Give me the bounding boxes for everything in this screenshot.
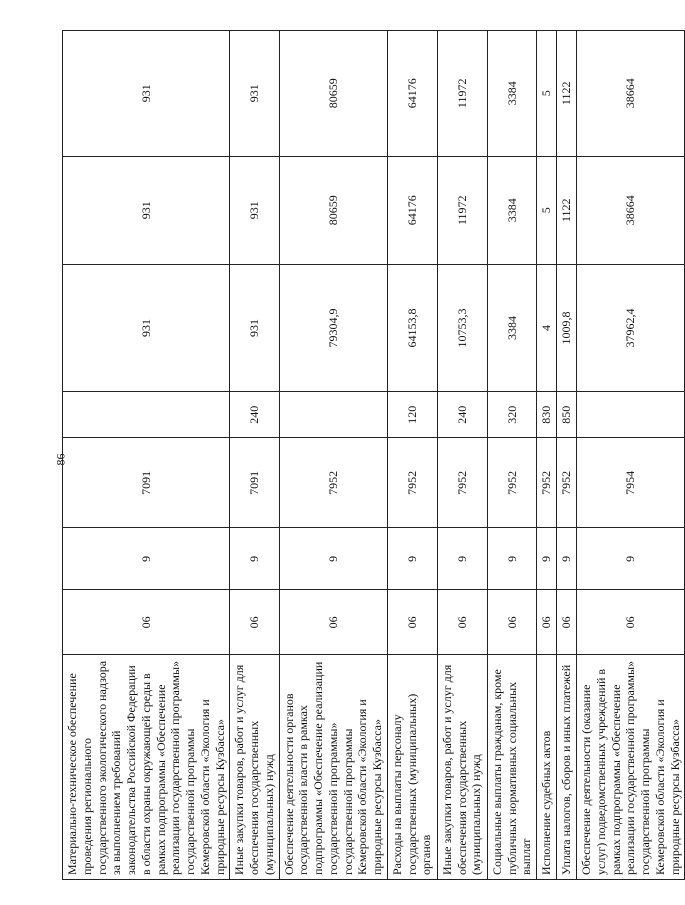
budget-table-container xyxy=(62,30,682,880)
amount-3: 3384 xyxy=(487,31,536,157)
target-article-code: 7952 xyxy=(487,438,536,528)
amount-2: 38664 xyxy=(577,156,685,264)
amount-1: 1009,8 xyxy=(557,264,577,391)
section-code: 06 xyxy=(537,590,557,655)
target-article-code: 7091 xyxy=(230,438,279,528)
row-description: Исполнение судебных актов xyxy=(537,655,557,880)
row-description: Уплата налогов, сборов и иных платежей xyxy=(557,655,577,880)
amount-2: 931 xyxy=(63,156,230,264)
section-code: 06 xyxy=(557,590,577,655)
table-row xyxy=(230,31,279,880)
table-row xyxy=(537,31,557,880)
expense-type-code xyxy=(63,392,230,438)
row-description: Расходы на выплаты персоналу государственных (муниципальных) органов xyxy=(387,655,437,880)
section-code: 06 xyxy=(487,590,536,655)
table-row xyxy=(279,31,387,880)
table-row xyxy=(387,31,437,880)
target-article-code: 7091 xyxy=(63,438,230,528)
row-description: Материально-техническое обеспечение проведения регионального государственного экологического надзора за выполнением требований законодательства Российской Федерации в области охраны окружающей среды в рамках подпрограммы «Обеспечение реализации государственной программы» государственной программы Кемеровской области «Экология и природные ресурсы Кузбасса» xyxy=(63,655,230,880)
budget-table xyxy=(62,30,685,880)
section-code: 06 xyxy=(63,590,230,655)
amount-3: 1122 xyxy=(557,31,577,157)
target-article-code: 7952 xyxy=(437,438,487,528)
section-code: 06 xyxy=(577,590,685,655)
amount-1: 931 xyxy=(230,264,279,391)
amount-3: 931 xyxy=(63,31,230,157)
amount-2: 931 xyxy=(230,156,279,264)
expense-type-code: 240 xyxy=(437,392,487,438)
target-article-code: 7952 xyxy=(279,438,387,528)
amount-2: 3384 xyxy=(487,156,536,264)
target-article-code: 7952 xyxy=(537,438,557,528)
row-description: Социальные выплаты гражданам, кроме публичных нормативных социальных выплат xyxy=(487,655,536,880)
table-row xyxy=(487,31,536,880)
row-description: Иные закупки товаров, работ и услуг для обеспечения государственных (муниципальных) нужд xyxy=(230,655,279,880)
expense-type-code: 320 xyxy=(487,392,536,438)
amount-3: 931 xyxy=(230,31,279,157)
amount-2: 64176 xyxy=(387,156,437,264)
target-article-code: 7952 xyxy=(387,438,437,528)
table-row xyxy=(557,31,577,880)
expense-type-code xyxy=(279,392,387,438)
amount-2: 1122 xyxy=(557,156,577,264)
amount-2: 5 xyxy=(537,156,557,264)
subsection-code: 9 xyxy=(63,528,230,590)
subsection-code: 9 xyxy=(557,528,577,590)
amount-2: 11972 xyxy=(437,156,487,264)
section-code: 06 xyxy=(437,590,487,655)
section-code: 06 xyxy=(279,590,387,655)
amount-1: 3384 xyxy=(487,264,536,391)
expense-type-code xyxy=(577,392,685,438)
expense-type-code: 850 xyxy=(557,392,577,438)
page-number: 86 xyxy=(53,453,68,466)
amount-1: 79304,9 xyxy=(279,264,387,391)
subsection-code: 9 xyxy=(437,528,487,590)
target-article-code: 7952 xyxy=(557,438,577,528)
subsection-code: 9 xyxy=(230,528,279,590)
row-description: Обеспечение деятельности (оказание услуг) подведомственных учреждений в рамках подпрограммы «Обеспечение реализации государственной программы» государственной программы Кемеровской области «Экология и природные ресурсы Кузбасса» xyxy=(577,655,685,880)
amount-3: 5 xyxy=(537,31,557,157)
subsection-code: 9 xyxy=(577,528,685,590)
table-row xyxy=(437,31,487,880)
amount-3: 11972 xyxy=(437,31,487,157)
subsection-code: 9 xyxy=(387,528,437,590)
subsection-code: 9 xyxy=(279,528,387,590)
row-description: Иные закупки товаров, работ и услуг для обеспечения государственных (муниципальных) нужд xyxy=(437,655,487,880)
section-code: 06 xyxy=(230,590,279,655)
amount-1: 10753,3 xyxy=(437,264,487,391)
subsection-code: 9 xyxy=(487,528,536,590)
amount-1: 37962,4 xyxy=(577,264,685,391)
expense-type-code: 240 xyxy=(230,392,279,438)
table-row xyxy=(577,31,685,880)
table-row xyxy=(63,31,230,880)
section-code: 06 xyxy=(387,590,437,655)
amount-3: 80659 xyxy=(279,31,387,157)
amount-2: 80659 xyxy=(279,156,387,264)
amount-3: 64176 xyxy=(387,31,437,157)
amount-1: 64153,8 xyxy=(387,264,437,391)
target-article-code: 7954 xyxy=(577,438,685,528)
amount-1: 931 xyxy=(63,264,230,391)
expense-type-code: 120 xyxy=(387,392,437,438)
subsection-code: 9 xyxy=(537,528,557,590)
expense-type-code: 830 xyxy=(537,392,557,438)
row-description: Обеспечение деятельности органов государственной власти в рамках подпрограммы «Обеспечение реализации государственной программы» государственной программы Кемеровской области «Экология и природные ресурсы Кузбасса» xyxy=(279,655,387,880)
amount-3: 38664 xyxy=(577,31,685,157)
amount-1: 4 xyxy=(537,264,557,391)
